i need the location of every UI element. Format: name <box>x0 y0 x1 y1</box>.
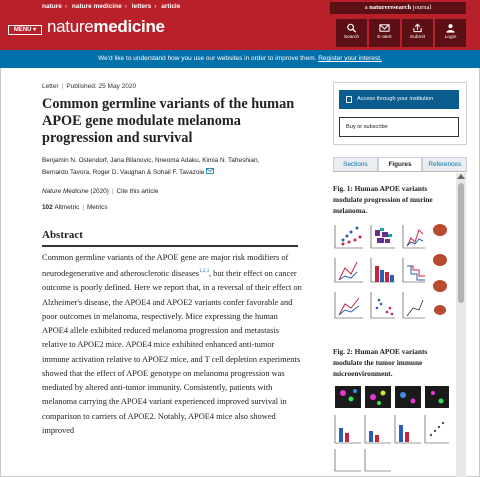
figure-2-title[interactable]: Fig. 2: Human APOE variants modulate the tumor immune microenvironment. <box>333 347 428 378</box>
authors-line-1[interactable]: Benjamin N. Ostendorf, Jana Bilanovic, Nneoma Adaku, Kimia N. Tafreshian, <box>42 157 260 164</box>
figure-2-thumbnail[interactable] <box>333 383 453 473</box>
article-title: Common germline variants of the human APOE gene modulate melanoma progression and survival <box>42 96 295 146</box>
tab-figures[interactable]: Figures <box>378 157 423 171</box>
mail-icon[interactable] <box>206 168 214 174</box>
buy-subscribe-button[interactable]: Buy or subscribe <box>339 117 459 137</box>
search-button[interactable]: Search <box>336 19 367 47</box>
authors-line-2[interactable]: Bernardo Tavora, Roger D. Vaughan & Sohail F. Tavazoie <box>42 167 312 179</box>
author-list <box>42 155 312 179</box>
figure-1-thumbnail[interactable] <box>333 220 453 325</box>
register-interest-link[interactable]: Register your interest. <box>318 55 382 62</box>
cite-article-link[interactable]: Cite this article <box>116 188 159 195</box>
metrics-link[interactable]: Metrics <box>86 204 108 211</box>
survey-banner <box>0 50 480 68</box>
altmetric-label[interactable]: Altmetric <box>54 204 80 211</box>
user-icon <box>445 23 456 33</box>
breadcrumb-journal[interactable]: nature medicine <box>71 3 122 10</box>
header-tools <box>336 19 466 47</box>
breadcrumb-letters[interactable]: letters <box>131 3 152 10</box>
abstract-text: Common germline variants of the APOE gene are major risk modifiers of neurodegenerative and atherosclerotic diseases$^{1,2,3}$, but their effect on cancer outcome is poorly defined. Here we report that, in a reversal of their effect on Alzheimer's disease, the APOE4 and APOE2 variants confer favorable and poor outcomes in melanoma, respectively. Mice expressing the human APOE4 allele exhibited reduced melanoma progression and metastasis relative to APOE2 mice. APOE4 mice exhibited enhanced anti-tumor immune activation relative to APOE2 mice, and T cell depletion experiments showed that the effect of APOE genotype on melanoma progression was mediated by altered anti-tumor immunity. Consistently, patients with melanoma carrying the APOE4 variant experienced improved survival in comparison to carriers of APOE2. Notably, APOE4 mice also showed improved <box>42 253 302 435</box>
article-type: Letter <box>42 83 59 90</box>
abstract-heading: Abstract <box>42 229 298 247</box>
metrics-line: 102 Altmetric | Metrics <box>42 204 108 211</box>
sidebar-tabs <box>333 157 467 172</box>
site-header <box>0 0 480 50</box>
menu-button[interactable]: MENU ▾ <box>8 25 42 35</box>
upload-icon <box>412 23 423 33</box>
e-alert-button[interactable]: E-alert <box>369 19 400 47</box>
site-logo[interactable]: naturemedicine <box>47 17 165 36</box>
reference-link[interactable]: 1,2,3 <box>198 269 209 275</box>
breadcrumb: nature › nature medicine › letters › article <box>42 3 181 10</box>
breadcrumb-article: article <box>161 3 181 10</box>
nature-research-badge[interactable]: a natureresearch journal <box>330 2 466 14</box>
mail-icon <box>379 23 390 33</box>
tab-sections[interactable]: Sections <box>333 157 378 171</box>
scrollbar-thumb[interactable] <box>458 183 464 303</box>
breadcrumb-nature[interactable]: nature <box>42 3 62 10</box>
figures-panel <box>333 173 453 477</box>
scroll-up-arrow-icon[interactable] <box>457 174 465 179</box>
submit-button[interactable]: Submit <box>402 19 433 47</box>
search-icon <box>346 23 357 33</box>
article-meta: Letter | Published: 25 May 2020 <box>42 83 137 90</box>
tab-references[interactable]: References <box>422 157 467 171</box>
figure-1-title[interactable]: Fig. 1: Human APOE variants modulate progression of murine melanoma. <box>333 184 433 215</box>
citation-line: Nature Medicine (2020) | Cite this article <box>42 188 159 195</box>
altmetric-score[interactable]: 102 <box>42 204 53 211</box>
publication-year: (2020) <box>90 188 109 195</box>
login-button[interactable]: Login <box>435 19 466 47</box>
journal-name: Nature Medicine <box>42 188 89 195</box>
institution-icon <box>346 96 352 103</box>
banner-text: We'd like to understand how you use our websites in order to improve them. <box>98 55 317 62</box>
institution-access-button[interactable]: Access through your institution <box>339 90 459 109</box>
published-date: Published: 25 May 2020 <box>66 83 137 90</box>
